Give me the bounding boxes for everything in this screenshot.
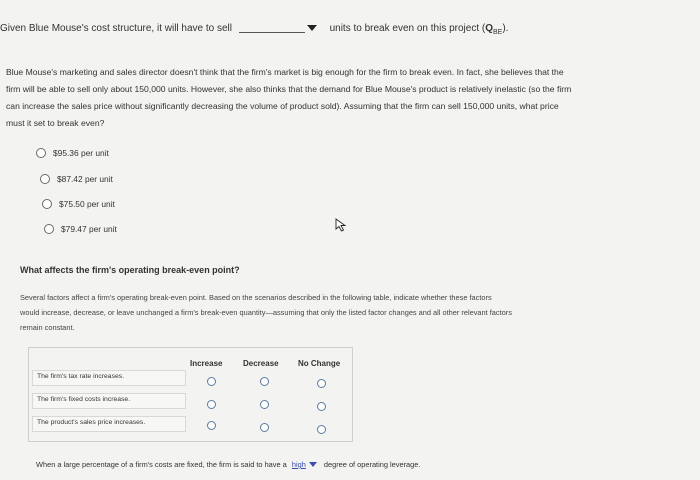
question-suffix: units to break even on this project ( xyxy=(329,23,486,34)
price-option[interactable]: $95.36 per unit xyxy=(36,148,109,158)
tax-rate-increase-radio[interactable] xyxy=(207,377,216,386)
chevron-down-icon[interactable] xyxy=(309,462,317,467)
radio-button[interactable] xyxy=(36,148,46,158)
leverage-dropdown[interactable]: high xyxy=(291,460,306,469)
qbe-symbol: $Q_{BE}$ xyxy=(485,23,503,36)
section-heading: What affects the firm's operating break-even point? xyxy=(20,265,240,275)
fixed-costs-increase-radio[interactable] xyxy=(207,400,216,409)
header-increase: Increase xyxy=(190,359,223,368)
break-even-question: Given Blue Mouse's cost structure, it will have to sell units to break even on this project $(Q_{BE})$. xyxy=(0,23,509,36)
tax-rate-decrease-radio[interactable] xyxy=(260,377,269,386)
radio-button[interactable] xyxy=(42,199,52,209)
row-label-tax-rate: The firm's tax rate increases. xyxy=(37,373,125,380)
price-option[interactable]: $75.50 per unit xyxy=(42,199,115,209)
price-option[interactable]: $87.42 per unit xyxy=(40,174,113,184)
chevron-down-icon[interactable] xyxy=(307,25,317,31)
operating-leverage-sentence: When a large percentage of a firm's costs are fixed, the firm is said to have a high degree of operating leverage. xyxy=(36,460,421,469)
header-decrease: Decrease xyxy=(243,359,279,368)
scenario-paragraph: Blue Mouse's marketing and sales director doesn't think that the firm's market is big enough for the firm to break even. In fact, she believes that the firm will be able to sell only about 150,000 units. However, she also thinks that the demand for Blue Mouse's product is relatively inelastic (so the firm can increase the sales price without significantly decreasing the volume of product sold). Assuming that the firm can sell 150,000 units, what price must it set to break even? xyxy=(6,67,572,128)
fixed-costs-no-change-radio[interactable] xyxy=(317,402,326,411)
tax-rate-no-change-radio[interactable] xyxy=(317,379,326,388)
row-label-fixed-costs: The firm's fixed costs increase. xyxy=(37,396,131,403)
mouse-cursor-icon xyxy=(335,218,347,237)
section-description: Several factors affect a firm's operating break-even point. Based on the scenarios described in the following table, indicate whether these factors would increase, decrease, or leave unchanged a firm's break-even quantity—assuming that only the listed factor changes and all other relevant factors remain constant. xyxy=(20,293,512,332)
row-label-sales-price: The product's sales price increases. xyxy=(37,419,146,426)
question-prefix: Given Blue Mouse's cost structure, it will have to sell xyxy=(0,23,233,34)
sales-price-increase-radio[interactable] xyxy=(207,421,216,430)
radio-button[interactable] xyxy=(44,224,54,234)
price-option[interactable]: $79.47 per unit xyxy=(44,224,117,234)
radio-button[interactable] xyxy=(40,174,50,184)
sales-price-no-change-radio[interactable] xyxy=(317,425,326,434)
sales-price-decrease-radio[interactable] xyxy=(260,423,269,432)
units-dropdown[interactable] xyxy=(239,22,305,33)
fixed-costs-decrease-radio[interactable] xyxy=(260,400,269,409)
header-no-change: No Change xyxy=(298,359,341,368)
